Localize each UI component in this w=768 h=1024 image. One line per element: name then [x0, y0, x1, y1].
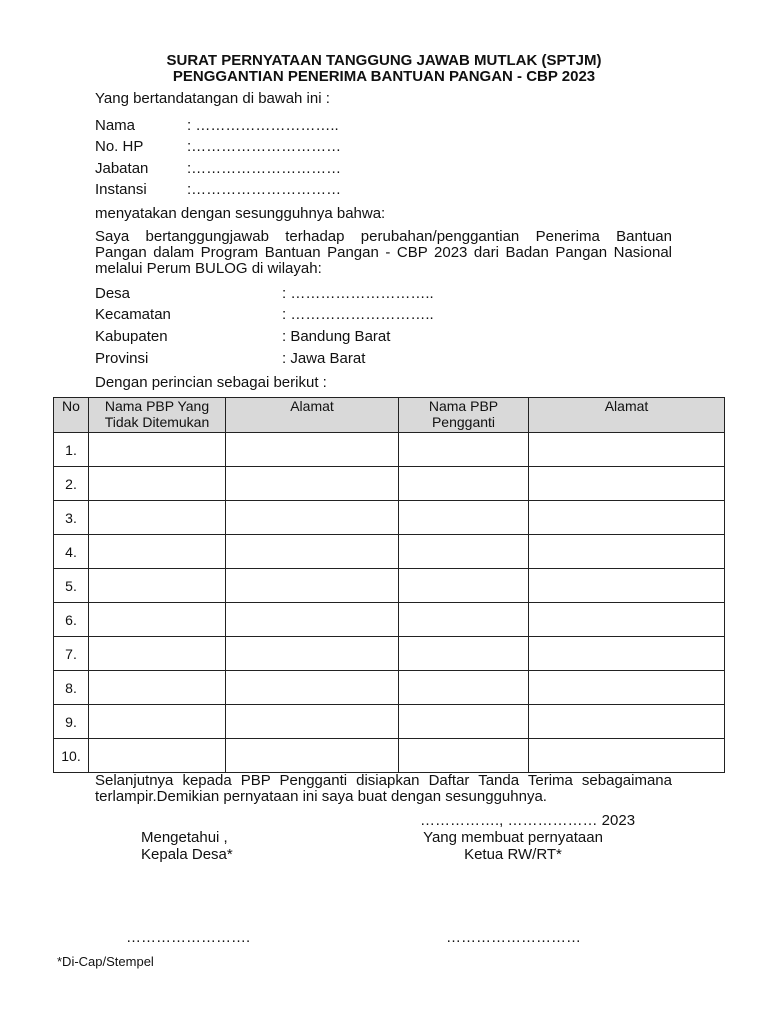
table-cell[interactable]	[89, 739, 226, 773]
row-number: 3.	[54, 501, 89, 535]
row-number: 9.	[54, 705, 89, 739]
table-cell[interactable]	[226, 739, 399, 773]
table-header-no: No	[54, 398, 89, 433]
detail-intro-text: Dengan perincian sebagai berikut :	[95, 374, 327, 391]
field-value-instansi: :…………………………	[187, 181, 342, 198]
table-cell[interactable]	[529, 569, 725, 603]
location-label-kecamatan: Kecamatan	[95, 306, 171, 323]
document-title-line1: SURAT PERNYATAAN TANGGUNG JAWAB MUTLAK (SPTJM)	[166, 52, 602, 69]
table-cell[interactable]	[399, 501, 529, 535]
statement-line: Pangan dalam Program Bantuan Pangan - CBP 2023 dari Badan Pangan Nasional	[95, 244, 672, 261]
table-cell[interactable]	[399, 467, 529, 501]
row-number: 4.	[54, 535, 89, 569]
table-cell[interactable]	[399, 433, 529, 467]
location-label-desa: Desa	[95, 285, 131, 302]
statement-line: melalui Perum BULOG di wilayah:	[95, 260, 322, 277]
table-header-alamat: Alamat	[226, 398, 399, 433]
intro-text: Yang bertandatangan di bawah ini :	[95, 90, 330, 107]
table-row	[54, 569, 725, 603]
location-value-kabupaten: : Bandung Barat	[282, 328, 391, 345]
table-cell[interactable]	[529, 739, 725, 773]
document-title-line2: PENGGANTIAN PENERIMA BANTUAN PANGAN - CBP 2023	[172, 68, 596, 85]
location-value-kecamatan: : ………………………..	[282, 306, 434, 323]
table-header-alamat-pengganti: Alamat	[529, 398, 725, 433]
table-cell[interactable]	[529, 501, 725, 535]
signature-left-title: Mengetahui ,	[141, 829, 228, 846]
table-cell[interactable]	[529, 467, 725, 501]
table-header-row	[54, 398, 725, 433]
table-cell[interactable]	[226, 671, 399, 705]
table-cell[interactable]	[226, 467, 399, 501]
table-cell[interactable]	[226, 501, 399, 535]
location-label-kabupaten: Kabupaten	[95, 328, 168, 345]
statement-line: Saya bertanggungjawab terhadap perubahan/penggantian Penerima Bantuan	[95, 228, 672, 245]
row-number: 7.	[54, 637, 89, 671]
table-row	[54, 739, 725, 773]
table-cell[interactable]	[399, 739, 529, 773]
table-row	[54, 467, 725, 501]
signature-left-blank[interactable]: …………………….	[126, 929, 251, 946]
closing-line: Selanjutnya kepada PBP Pengganti disiapkan Daftar Tanda Terima sebagaimana	[95, 772, 672, 789]
field-value-nama: : ………………………..	[187, 117, 339, 134]
table-cell[interactable]	[226, 535, 399, 569]
table-cell[interactable]	[226, 637, 399, 671]
row-number: 8.	[54, 671, 89, 705]
table-cell[interactable]	[89, 671, 226, 705]
row-number: 5.	[54, 569, 89, 603]
table-cell[interactable]	[89, 603, 226, 637]
table-row	[54, 433, 725, 467]
table-cell[interactable]	[226, 603, 399, 637]
table-row	[54, 671, 725, 705]
table-row	[54, 535, 725, 569]
table-cell[interactable]	[529, 603, 725, 637]
table-header-nama-pbp-pengganti: Nama PBP Pengganti	[399, 398, 529, 433]
table-cell[interactable]	[226, 433, 399, 467]
table-cell[interactable]	[89, 501, 226, 535]
declare-text: menyatakan dengan sesungguhnya bahwa:	[95, 205, 386, 222]
field-value-no-hp: :…………………………	[187, 138, 342, 155]
location-value-provinsi: : Jawa Barat	[282, 350, 366, 367]
table-cell[interactable]	[529, 705, 725, 739]
table-row	[54, 603, 725, 637]
signature-right-blank[interactable]: ………………………	[446, 929, 581, 946]
table-cell[interactable]	[399, 637, 529, 671]
signature-left-role: Kepala Desa*	[141, 846, 233, 863]
row-number: 6.	[54, 603, 89, 637]
table-cell[interactable]	[399, 535, 529, 569]
table-cell[interactable]	[529, 637, 725, 671]
table-cell[interactable]	[89, 467, 226, 501]
table-cell[interactable]	[529, 433, 725, 467]
table-row	[54, 501, 725, 535]
field-label-no-hp: No. HP	[95, 138, 144, 155]
field-label-instansi: Instansi	[95, 181, 147, 198]
location-value-desa: : ………………………..	[282, 285, 434, 302]
field-label-nama: Nama	[95, 117, 136, 134]
signature-right-title: Yang membuat pernyataan	[423, 829, 603, 846]
table-cell[interactable]	[399, 671, 529, 705]
table-cell[interactable]	[529, 535, 725, 569]
table-cell[interactable]	[89, 705, 226, 739]
date-line: ……………., ……………… 2023	[420, 812, 636, 829]
table-cell[interactable]	[399, 569, 529, 603]
table-cell[interactable]	[529, 671, 725, 705]
row-number: 2.	[54, 467, 89, 501]
table-cell[interactable]	[399, 603, 529, 637]
table-cell[interactable]	[226, 569, 399, 603]
footnote: *Di-Cap/Stempel	[57, 954, 154, 969]
table-cell[interactable]	[89, 569, 226, 603]
table-header-nama-pbp-tidak-ditemukan: Nama PBP Yang Tidak Ditemukan	[89, 398, 226, 433]
table-row	[54, 705, 725, 739]
row-number: 10.	[54, 739, 89, 773]
signature-right-role: Ketua RW/RT*	[464, 846, 562, 863]
table-cell[interactable]	[89, 637, 226, 671]
field-value-jabatan: :…………………………	[187, 160, 342, 177]
table-cell[interactable]	[226, 705, 399, 739]
table-row	[54, 637, 725, 671]
closing-line: terlampir.Demikian pernyataan ini saya buat dengan sesungguhnya.	[95, 788, 547, 805]
replacement-table	[53, 397, 725, 773]
table-cell[interactable]	[89, 433, 226, 467]
table-cell[interactable]	[399, 705, 529, 739]
location-label-provinsi: Provinsi	[95, 350, 149, 367]
row-number: 1.	[54, 433, 89, 467]
field-label-jabatan: Jabatan	[95, 160, 149, 177]
closing-paragraph	[95, 773, 672, 805]
statement-paragraph	[95, 229, 672, 277]
table-cell[interactable]	[89, 535, 226, 569]
